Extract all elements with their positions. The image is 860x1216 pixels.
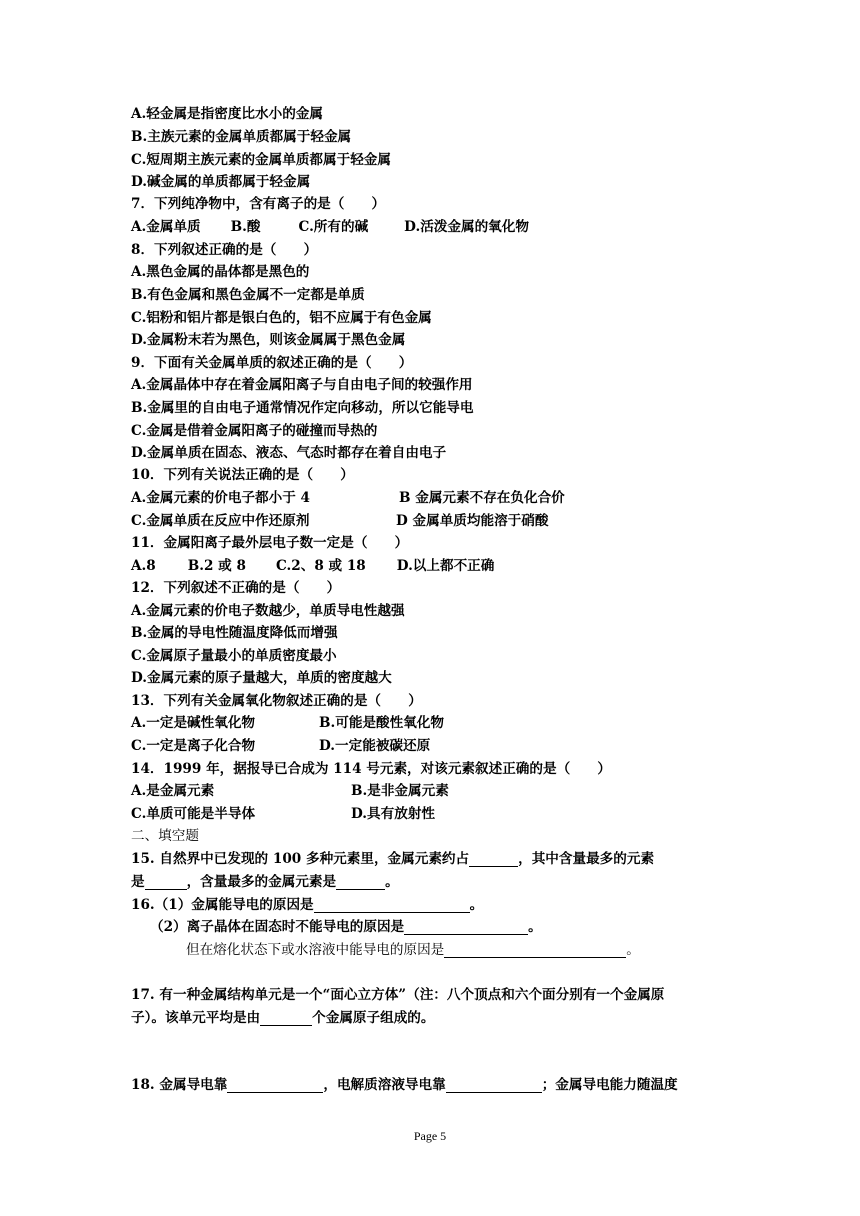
q9-option-a: A.金属晶体中存在着金属阳离子与自由电子间的较强作用 xyxy=(131,377,473,393)
q11-stem: 11．金属阳离子最外层电子数一定是（ ） xyxy=(131,535,409,551)
q15-line2 xyxy=(131,871,399,893)
q10-option-b: B 金属元素不存在负化合价 xyxy=(399,490,565,506)
q15-text-4: ，含量最多的金属元素是 xyxy=(186,874,337,890)
q18-line1 xyxy=(131,1074,678,1096)
q14-option-c: C.单质可能是半导体 xyxy=(131,806,256,822)
q11-option-b: B.2 或 8 xyxy=(187,558,246,574)
q16-blank-2[interactable] xyxy=(404,919,528,935)
q10-row1 xyxy=(131,487,310,509)
q16-blank-1[interactable] xyxy=(314,897,470,913)
q16-text-4: 。 xyxy=(528,919,542,935)
q17-line1: 17. 有一种金属结构单元是一个“面心立方体”（注：八个顶点和六个面分别有一个金属原 xyxy=(131,987,665,1003)
q15-blank-3[interactable] xyxy=(336,874,385,890)
q8-option-d: D.金属粉末若为黑色，则该金属属于黑色金属 xyxy=(131,332,406,348)
q9-option-b: B.金属里的自由电子通常情况作定向移动，所以它能导电 xyxy=(131,400,474,416)
q12-option-d: D.金属元素的原子量越大，单质的密度越大 xyxy=(131,670,392,686)
q6-option-a: A.轻金属是指密度比水小的金属 xyxy=(131,106,323,122)
q15-text-1: 15. 自然界中已发现的 100 多种元素里，金属元素约占 xyxy=(131,851,470,867)
q11-option-c: C.2、8 或 18 xyxy=(275,558,366,574)
q12-stem: 12．下列叙述不正确的是（ ） xyxy=(131,580,341,596)
q15-blank-1[interactable] xyxy=(469,851,518,867)
q8-option-b: B.有色金属和黑色金属不一定都是单质 xyxy=(131,287,365,303)
q11-option-a: A.8 xyxy=(131,558,156,574)
q10-option-a: A.金属元素的价电子都小于 4 xyxy=(131,490,311,506)
q9-option-c: C.金属是借着金属阳离子的碰撞而导热的 xyxy=(131,423,378,439)
q16-part3 xyxy=(186,939,640,961)
q18-text-2: ，电解质溶液导电靠 xyxy=(323,1077,446,1093)
q6-option-d: D.碱金属的单质都属于轻金属 xyxy=(131,174,311,190)
q7-option-a: A.金属单质 xyxy=(131,219,201,235)
q14-stem: 14．1999 年，据报导已合成为 114 号元素，对该元素叙述正确的是（ ） xyxy=(131,761,611,777)
q17-blank-1[interactable] xyxy=(260,1010,312,1026)
q16-text-5: 但在熔化状态下或水溶液中能导电的原因是 xyxy=(186,942,445,958)
q7-option-c: C.所有的碱 xyxy=(298,219,369,235)
q13-option-d: D.一定能被碳还原 xyxy=(319,738,431,754)
q16-part2 xyxy=(150,916,542,938)
q13-option-b: B.可能是酸性氧化物 xyxy=(319,715,444,731)
q8-option-c: C.铝粉和铝片都是银白色的，铝不应属于有色金属 xyxy=(131,310,432,326)
q7-option-b: B.酸 xyxy=(230,219,261,235)
q16-text-3: （2）离子晶体在固态时不能导电的原因是 xyxy=(150,919,405,935)
q6-option-b: B.主族元素的金属单质都属于轻金属 xyxy=(131,129,352,145)
q14-option-d: D.具有放射性 xyxy=(351,806,436,822)
q16-text-2: 。 xyxy=(469,897,484,913)
q12-option-b: B.金属的导电性随温度降低而增强 xyxy=(131,625,338,641)
q7-option-d: D.活泼金属的氧化物 xyxy=(404,219,529,235)
q16-text-1: 16.（1）金属能导电的原因是 xyxy=(131,897,314,913)
q18-text-1: 18. 金属导电靠 xyxy=(131,1077,228,1093)
q9-stem: 9．下面有关金属单质的叙述正确的是（ ） xyxy=(131,355,413,371)
q16-text-6: 。 xyxy=(626,942,640,958)
q6-option-c: C.短周期主族元素的金属单质都属于轻金属 xyxy=(131,152,391,168)
q16-part1 xyxy=(131,894,483,916)
q17-text-2: 个金属原子组成的。 xyxy=(312,1010,435,1026)
section-heading-fill-in: 二、填空题 xyxy=(131,828,199,844)
q7-stem: 7．下列纯净物中，含有离子的是（ ） xyxy=(131,196,386,212)
page-number: Page 5 xyxy=(413,1129,447,1143)
q14-option-b: B.是非金属元素 xyxy=(351,783,449,799)
q9-option-d: D.金属单质在固态、液态、气态时都存在着自由电子 xyxy=(131,445,447,461)
q15-text-2: ，其中含量最多的元素 xyxy=(518,851,655,867)
q18-blank-1[interactable] xyxy=(227,1077,323,1093)
q13-stem: 13．下列有关金属氧化物叙述正确的是（ ） xyxy=(131,693,422,709)
q18-text-3: ；金属导电能力随温度 xyxy=(541,1077,678,1093)
q15-blank-2[interactable] xyxy=(145,874,187,890)
q17-line2 xyxy=(131,1007,434,1029)
q7-options xyxy=(131,216,529,238)
q13-option-c: C.一定是离子化合物 xyxy=(131,738,256,754)
q11-options xyxy=(131,555,494,577)
q15-line1 xyxy=(131,848,654,870)
q10-stem: 10．下列有关说法正确的是（ ） xyxy=(131,467,354,483)
q15-text-5: 。 xyxy=(385,874,399,890)
q12-option-c: C.金属原子量最小的单质密度最小 xyxy=(131,648,337,664)
q8-stem: 8．下列叙述正确的是（ ） xyxy=(131,242,318,258)
q16-blank-3[interactable] xyxy=(444,942,626,958)
q15-text-3: 是 xyxy=(131,874,145,890)
q13-option-a: A.一定是碱性氧化物 xyxy=(131,715,256,731)
q17-text-1: 子）。该单元平均是由 xyxy=(131,1010,261,1026)
q18-blank-2[interactable] xyxy=(446,1077,542,1093)
q8-option-a: A.黑色金属的晶体都是黑色的 xyxy=(131,264,310,280)
q10-option-c: C.金属单质在反应中作还原剂 xyxy=(131,513,310,529)
q12-option-a: A.金属元素的价电子数越少，单质导电性越强 xyxy=(131,603,405,619)
q14-option-a: A.是金属元素 xyxy=(131,783,215,799)
q11-option-d: D.以上都不正确 xyxy=(396,558,495,574)
q10-option-d: D 金属单质均能溶于硝酸 xyxy=(396,513,549,529)
